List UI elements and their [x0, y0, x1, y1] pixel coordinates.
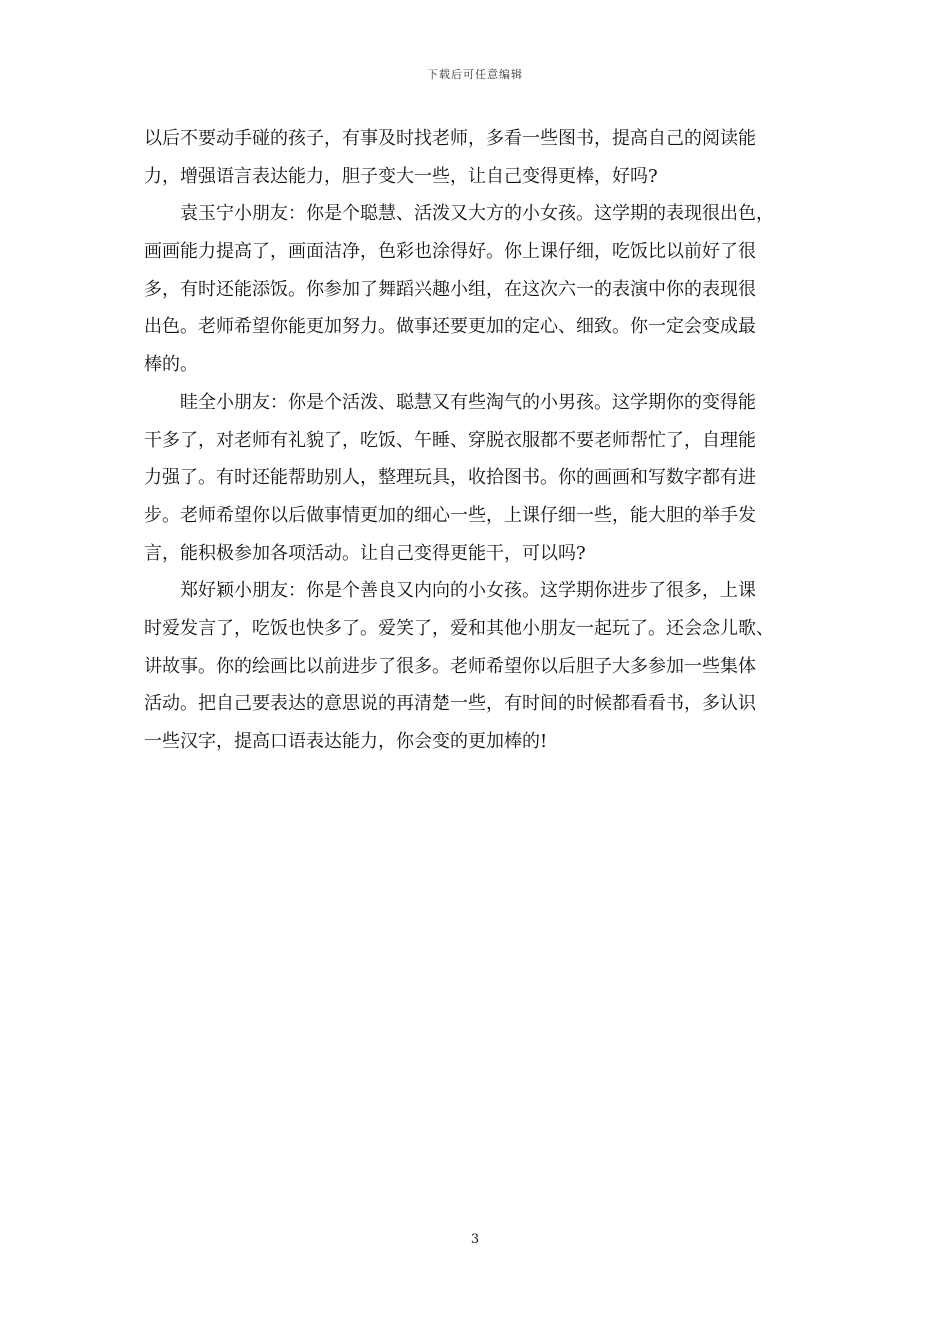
page-number: 3 [470, 1232, 480, 1247]
text-line: 力强了。有时还能帮助别人，整理玩具，收拾图书。你的画画和写数字都有进 [144, 467, 756, 489]
text-line: 多，有时还能添饭。你参加了舞蹈兴趣小组，在这次六一的表演中你的表现很 [144, 278, 756, 300]
text-line: 步。老师希望你以后做事情更加的细心一些，上课仔细一些，能大胆的举手发 [144, 504, 756, 526]
paragraph [144, 384, 809, 572]
text-line: 言，能积极参加各项活动。让自己变得更能干，可以吗? [144, 542, 586, 564]
text-line: 郑好颖小朋友：你是个善良又内向的小女孩。这学期你进步了很多，上课 [144, 580, 756, 602]
text-line: 画画能力提高了，画面洁净，色彩也涂得好。你上课仔细，吃饭比以前好了很 [144, 241, 756, 263]
text-line: 以后不要动手碰的孩子，有事及时找老师，多看一些图书，提高自己的阅读能 [144, 128, 756, 149]
paragraph [144, 195, 809, 383]
text-line: 出色。老师希望你能更加努力。做事还要更加的定心、细致。你一定会变成最 [144, 316, 756, 338]
text-line: 眭全小朋友：你是个活泼、聪慧又有些淘气的小男孩。这学期你的变得能 [144, 391, 756, 413]
text-line: 袁玉宁小朋友：你是个聪慧、活泼又大方的小女孩。这学期的表现很出色， [144, 203, 774, 225]
text-line: 时爱发言了，吃饭也快多了。爱笑了，爱和其他小朋友一起玩了。还会念儿歌、 [144, 617, 774, 639]
text-line: 干多了，对老师有礼貌了，吃饭、午睡、穿脱衣服都不要老师帮忙了，自理能 [144, 429, 756, 451]
document-body [144, 120, 809, 761]
paragraph [144, 572, 809, 760]
page-header: 下载后可任意编辑 [427, 68, 523, 81]
text-line: 力，增强语言表达能力，胆子变大一些，让自己变得更棒，好吗? [144, 165, 658, 187]
text-line: 活动。把自己要表达的意思说的再清楚一些，有时间的时候都看看书，多认识 [144, 693, 756, 715]
text-line: 讲故事。你的绘画比以前进步了很多。老师希望你以后胆子大多参加一些集体 [144, 655, 756, 677]
paragraph [144, 120, 809, 195]
text-line: 一些汉字，提高口语表达能力，你会变的更加棒的! [144, 731, 548, 752]
text-line: 棒的。 [144, 354, 198, 376]
